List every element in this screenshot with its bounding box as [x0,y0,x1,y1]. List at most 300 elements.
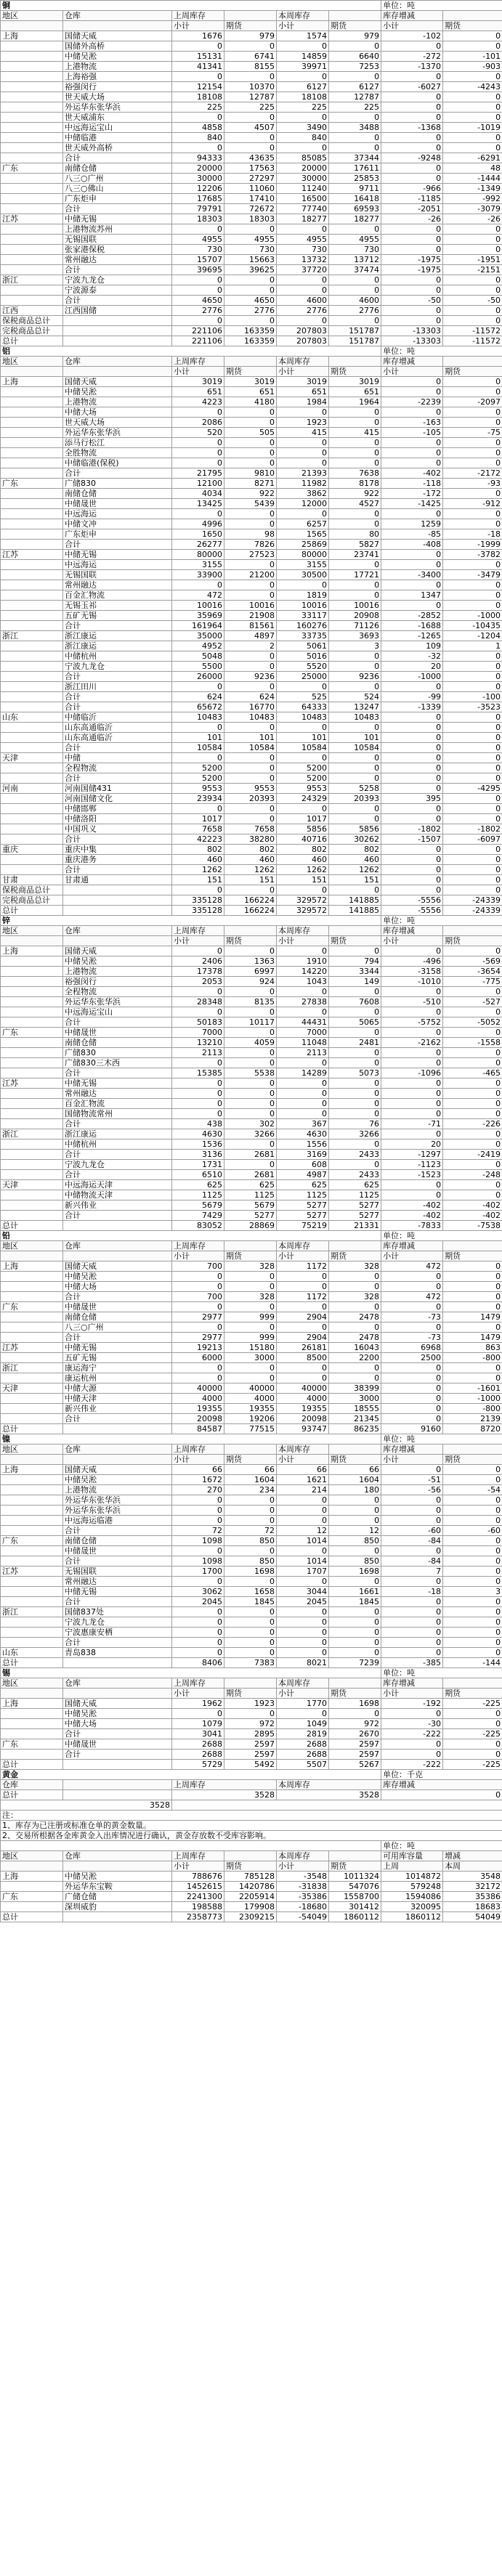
value-cell: 6510 [172,1170,224,1180]
value-cell: 1420786 [224,1882,277,1892]
warehouse-cell: 上港物流 [63,397,172,407]
value-cell: 651 [277,387,329,397]
value-cell: 0 [329,662,381,672]
value-cell: 33117 [277,611,329,621]
value-cell: 0 [443,275,502,285]
region-cell [1,804,63,814]
column-header: 地区 [1,357,63,367]
value-cell: 0 [224,1506,277,1516]
value-cell: 66 [224,1465,277,1475]
table-row [1,672,502,682]
value-cell: -2162 [381,1038,443,1048]
value-cell: 141885 [329,895,381,906]
value-cell: 0 [277,723,329,733]
value-cell: -1019 [443,123,502,133]
column-subheader: 期货 [443,936,502,946]
table-row [1,1790,502,1800]
value-cell: 0 [443,845,502,855]
value-cell: 28869 [224,1221,277,1231]
table-row [1,1912,502,1922]
warehouse-cell: 世天威浦东 [63,113,172,123]
warehouse-cell: 中储晟世 [63,1739,172,1750]
value-cell: 1672 [172,1475,224,1485]
value-cell: 979 [224,31,277,41]
column-header: 上周库存 [172,11,224,21]
value-cell: 161964 [172,621,224,631]
value-cell: 5200 [277,763,329,773]
value-cell: 10016 [172,601,224,611]
unit-label: 单位：吨 [381,1434,502,1445]
value-cell: 0 [172,509,224,519]
warehouse-cell: 中储无锡 [63,550,172,560]
table-row [1,245,502,255]
value-cell: 3548 [443,1872,502,1882]
warehouse-cell: 无锡国联 [63,570,172,580]
value-cell: -102 [381,31,443,41]
table-row [1,194,502,204]
table-row [1,41,502,52]
table-row [1,326,502,336]
warehouse-cell: 宁波源泰 [63,285,172,296]
table-row [1,1495,502,1506]
value-cell: 80000 [172,550,224,560]
warehouse-cell: 新兴伟业 [63,1200,172,1211]
table-row [1,1475,502,1485]
value-cell: 651 [329,387,381,397]
value-cell: 301412 [329,1902,381,1912]
value-cell: 12000 [277,499,329,509]
header-row [1,11,502,21]
value-cell: -84 [381,1556,443,1567]
value-cell: 1910 [277,956,329,967]
value-cell: 0 [381,682,443,692]
value-cell: 0 [381,245,443,255]
table-row [1,438,502,448]
warehouse-cell: 中国巩义 [63,824,172,834]
region-cell: 江苏 [1,550,63,560]
value-cell: 0 [329,438,381,448]
column-header: 上周库存 [172,1780,277,1790]
column-header: 地区 [1,1445,63,1455]
warehouse-cell: 上港物流 [63,1485,172,1495]
value-cell: 1621 [277,1475,329,1485]
column-subheader [1,1251,63,1261]
value-cell: 0 [224,753,277,763]
section-title-row [1,1,502,11]
value-cell: 0 [224,1048,277,1058]
value-cell: -13303 [381,336,443,346]
value-cell: 0 [381,946,443,956]
value-cell: 0 [277,946,329,956]
value-cell: 65672 [172,702,224,712]
value-cell: -226 [443,1119,502,1129]
value-cell: -118 [381,479,443,489]
value-cell: 0 [443,1750,502,1760]
table-row [1,540,502,550]
table-row [1,1282,502,1292]
table-row [1,1180,502,1190]
value-cell: 3 [329,641,381,651]
value-cell: 35386 [443,1892,502,1902]
value-cell: 0 [443,580,502,590]
table-row [1,1617,502,1628]
value-cell: -24339 [443,906,502,916]
value-cell: 0 [224,1373,277,1384]
value-cell: 38399 [329,1384,381,1394]
value-cell: 0 [224,143,277,153]
value-cell: 0 [329,1516,381,1526]
table-row [1,611,502,621]
value-cell: 0 [277,1282,329,1292]
value-cell: 0 [443,1190,502,1200]
value-cell: 0 [329,580,381,590]
value-cell: 14859 [277,52,329,62]
table-row [1,529,502,540]
warehouse-cell: 合计 [63,1729,172,1739]
value-cell: -144 [443,1658,502,1668]
value-cell: 0 [381,1129,443,1139]
value-cell: -465 [443,1068,502,1078]
table-row [1,662,502,672]
value-cell: 1964 [329,397,381,407]
warehouse-cell: 中储无锡 [63,1078,172,1089]
region-cell [1,1506,63,1516]
value-cell: 12 [329,1526,381,1536]
region-cell [1,1007,63,1017]
table-row [1,1750,502,1760]
value-cell: -1558 [443,1038,502,1048]
column-subheader [1,1861,63,1872]
value-cell: 0 [172,987,224,997]
value-cell: 17410 [224,194,277,204]
value-cell: 163359 [224,336,277,346]
value-cell: 0 [443,662,502,672]
region-cell: 广东 [1,479,63,489]
warehouse-cell: 外运华东张华浜 [63,1506,172,1516]
value-cell: 0 [329,590,381,601]
warehouse-cell: 合计 [63,540,172,550]
value-cell: 0 [381,113,443,123]
value-cell: 0 [381,458,443,468]
region-cell [1,1333,63,1343]
value-cell: 0 [329,1272,381,1282]
value-cell: 0 [443,1719,502,1729]
table-row [1,1465,502,1475]
column-subheader: 期货 [224,367,277,377]
value-cell: -800 [443,1404,502,1414]
region-cell [1,590,63,601]
table-row [1,1007,502,1017]
column-header: 仓库 [63,1851,172,1861]
value-cell: 0 [277,885,329,895]
value-cell: 2500 [381,1353,443,1363]
table-row [1,163,502,174]
section-title: 铅 [1,1231,381,1241]
warehouse-cell: 中储大场 [63,1719,172,1729]
value-cell: 4650 [172,296,224,306]
value-cell: 0 [224,1272,277,1282]
value-cell: 101 [277,733,329,743]
warehouse-cell: 甘肃通 [63,875,172,885]
value-cell: 3136 [172,1150,224,1160]
value-cell: 1479 [443,1333,502,1343]
column-subheader: 期货 [443,1689,502,1699]
region-cell [1,1556,63,1567]
value-cell: 863 [443,1343,502,1353]
value-cell: 13712 [329,255,381,265]
value-cell: 9160 [381,1424,443,1434]
column-subheader: 期货 [329,21,381,31]
value-cell: 0 [443,1160,502,1170]
value-cell: 5277 [329,1211,381,1221]
value-cell: 0 [443,804,502,814]
region-cell [1,1750,63,1760]
warehouse-cell: 张家港保税 [63,245,172,255]
value-cell: 0 [172,1648,224,1658]
value-cell: 0 [329,1282,381,1292]
warehouse-cell: 广东炬申 [63,194,172,204]
region-cell: 广东 [1,1028,63,1038]
value-cell: 2481 [329,1038,381,1048]
value-cell: 460 [329,855,381,865]
table-row [1,967,502,977]
unit-label: 单位：吨 [381,1,502,11]
value-cell: 23934 [172,794,224,804]
value-cell: 0 [172,285,224,296]
value-cell: 0 [224,418,277,428]
value-cell: 225 [224,102,277,113]
value-cell: 0 [443,651,502,662]
table-row [1,133,502,143]
value-cell: 0 [224,1322,277,1333]
value-cell: 16043 [329,1343,381,1353]
value-cell: 39971 [277,62,329,72]
region-cell: 总计 [1,906,63,916]
value-cell: 0 [224,224,277,235]
table-row [1,682,502,692]
value-cell: 4000 [277,1394,329,1404]
table-row [1,733,502,743]
value-cell: 66 [329,1465,381,1475]
table-row [1,1272,502,1282]
value-cell: -3548 [277,1872,329,1882]
unit-label: 单位：吨 [381,916,502,926]
table-row [1,1556,502,1567]
value-cell: 0 [443,41,502,52]
value-cell: 0 [443,723,502,733]
warehouse-cell [63,895,172,906]
value-cell: 20393 [224,794,277,804]
value-cell: 415 [329,428,381,438]
value-cell: -163 [381,418,443,428]
value-cell: 71126 [329,621,381,631]
region-cell [1,438,63,448]
value-cell: 38280 [224,834,277,845]
value-cell: 0 [329,1607,381,1617]
value-cell: 2478 [329,1333,381,1343]
region-cell [1,245,63,255]
value-cell: 4996 [172,519,224,529]
value-cell: 2688 [172,1750,224,1760]
value-cell: 0 [443,946,502,956]
warehouse-cell: 中储晟世 [63,1028,172,1038]
value-cell: 2688 [277,1750,329,1760]
value-cell: 0 [329,72,381,82]
table-row [1,1506,502,1516]
value-cell: 2688 [172,1739,224,1750]
warehouse-cell [63,1424,172,1434]
warehouse-cell: 浙江康运 [63,1129,172,1139]
column-subheader: 小计 [172,1455,224,1465]
value-cell: 3044 [277,1587,329,1597]
value-cell: 0 [443,885,502,895]
table-row [1,1221,502,1231]
value-cell: 17611 [329,163,381,174]
header-row [1,1445,502,1455]
region-cell [1,1373,63,1384]
value-cell: -1975 [381,265,443,275]
value-cell: 0 [277,509,329,519]
value-cell: 166224 [224,906,277,916]
value-cell: 0 [172,1546,224,1556]
table-row [1,1333,502,1343]
warehouse-cell: 南储仓储 [63,163,172,174]
column-subheader: 小计 [277,1861,329,1872]
value-cell: -2151 [443,265,502,275]
warehouse-cell: 国储天威 [63,1261,172,1272]
column-subheader: 小计 [381,1251,443,1261]
column-header: 上周库存 [172,1241,224,1251]
warehouse-cell: 上海裕强 [63,72,172,82]
value-cell: 0 [443,1648,502,1658]
value-cell: 520 [172,428,224,438]
value-cell: 2904 [277,1312,329,1322]
warehouse-cell: 中储大场 [63,1282,172,1292]
value-cell: 3488 [329,123,381,133]
table-row [1,1170,502,1180]
table-row [1,601,502,611]
value-cell: 21393 [277,468,329,479]
value-cell: 0 [172,458,224,468]
region-cell [1,224,63,235]
value-cell: -1000 [443,1394,502,1404]
value-cell: 37344 [329,153,381,163]
value-cell: 3155 [172,560,224,570]
value-cell: 850 [329,1536,381,1546]
value-cell: 17685 [172,194,224,204]
table-row [1,1719,502,1729]
value-cell: 12154 [172,82,224,92]
value-cell: 2205914 [224,1892,277,1902]
table-row [1,1607,502,1617]
column-subheader: 期货 [329,1455,381,1465]
subheader-row [1,21,502,31]
value-cell: 5200 [277,773,329,784]
region-cell [1,113,63,123]
table-row [1,499,502,509]
value-cell: -402 [443,1200,502,1211]
value-cell: 4630 [277,1129,329,1139]
value-cell: 0 [224,590,277,601]
value-cell: 0 [172,448,224,458]
value-cell: 328 [224,1292,277,1302]
value-cell: -172 [381,489,443,499]
table-row [1,1567,502,1577]
value-cell: 0 [443,1577,502,1587]
table-row [1,1353,502,1363]
value-cell: 0 [224,651,277,662]
value-cell: 0 [381,1577,443,1587]
value-cell: 80000 [277,550,329,560]
value-cell: -7833 [381,1221,443,1231]
value-cell: 0 [224,1607,277,1617]
value-cell: -85 [381,529,443,540]
warehouse-cell: 外运华东张华浜 [63,428,172,438]
warehouse-cell: 新兴伟业 [63,1404,172,1414]
table-row [1,113,502,123]
value-cell: -1802 [443,824,502,834]
warehouse-cell: 添马行松江 [63,438,172,448]
value-cell: -1010 [381,977,443,987]
value-cell: 5277 [277,1211,329,1221]
value-cell: 3528 [1,1800,172,1811]
region-cell [1,174,63,184]
value-cell: 2113 [172,1048,224,1058]
column-header [443,11,502,21]
value-cell: -26 [381,214,443,224]
value-cell: 0 [381,174,443,184]
unit-label: 单位：千克 [381,1770,502,1780]
value-cell: 5258 [329,784,381,794]
value-cell: 0 [443,1129,502,1139]
warehouse-cell: 国储物流常州 [63,1109,172,1119]
value-cell: 5061 [277,641,329,651]
region-cell [1,448,63,458]
value-cell: 0 [381,275,443,285]
value-cell: 0 [443,672,502,682]
value-cell: 4650 [224,296,277,306]
value-cell: 0 [329,1628,381,1638]
value-cell: 8406 [172,1658,224,1668]
value-cell: -2852 [381,611,443,621]
value-cell: 2977 [172,1333,224,1343]
region-cell [1,184,63,194]
value-cell: 0 [329,1322,381,1333]
table-row [1,52,502,62]
column-header: 仓库 [63,1241,172,1251]
value-cell: 472 [381,1292,443,1302]
value-cell: 1845 [329,1597,381,1607]
value-cell: 0 [329,1495,381,1506]
table-row [1,1800,502,1811]
warehouse-cell: 国储837处 [63,1607,172,1617]
value-cell: 0 [224,1638,277,1648]
value-cell: 19213 [172,1343,224,1353]
region-cell [1,387,63,397]
value-cell: 101 [329,733,381,743]
value-cell: 3266 [329,1129,381,1139]
value-cell: 0 [277,682,329,692]
region-cell [1,52,63,62]
value-cell: 37474 [329,265,381,275]
value-cell: 30262 [329,834,381,845]
value-cell: 0 [443,865,502,875]
region-cell: 浙江 [1,275,63,285]
value-cell: 77740 [277,204,329,214]
table-row [1,214,502,224]
header-row [1,1780,502,1790]
table-row [1,1200,502,1211]
